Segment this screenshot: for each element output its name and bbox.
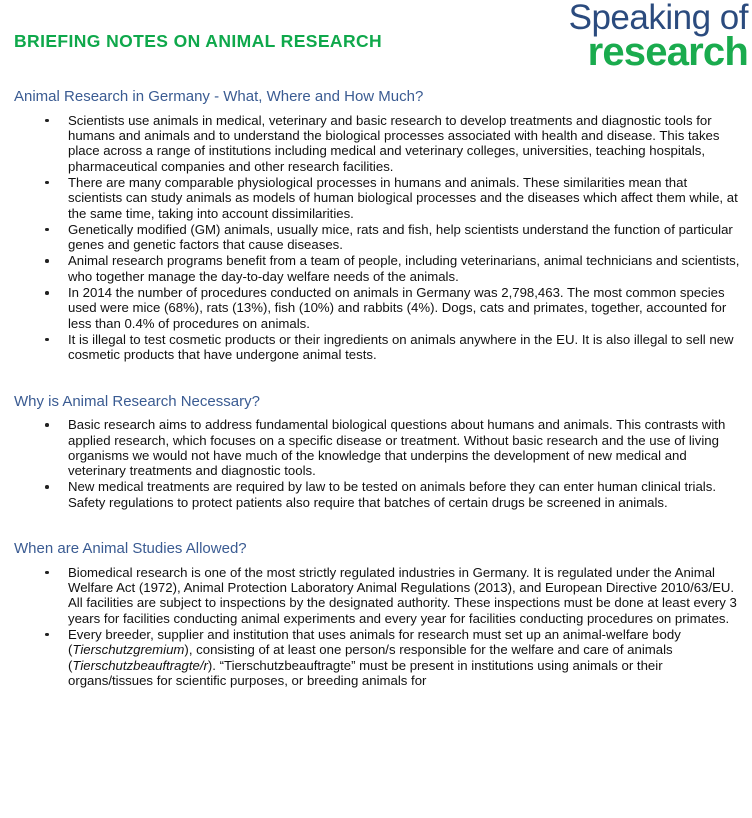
section-why-is-animal-research-necessary xyxy=(14,393,742,511)
list-item: Scientists use animals in medical, veterinary and basic research to develop treatments and diagnostic tools for humans and animals and to understand the biological processes associated with health and disease. This takes place across a range of institutions including medical and veterinary colleges, universities, teaching hospitals, pharmaceutical companies and other research facilities. xyxy=(14,113,742,174)
list-item: There are many comparable physiological processes in humans and animals. These similarities mean that scientists can study animals as models of human biological processes and the diseases which affect them while, at the same time, taking into account dissimilarities. xyxy=(14,175,742,221)
list-item: In 2014 the number of procedures conducted on animals in Germany was 2,798,463. The most common species used were mice (68%), rats (13%), fish (10%) and rabbits (4%). Dogs, cats and primates, together, accounted for less than 0.4% of procedures on animals. xyxy=(14,285,742,331)
list-item: It is illegal to test cosmetic products or their ingredients on animals anywhere in the EU. It is also illegal to sell new cosmetic products that have undergone animal tests. xyxy=(14,332,742,363)
section-heading: When are Animal Studies Allowed? xyxy=(14,540,247,558)
section-heading: Animal Research in Germany - What, Where and How Much? xyxy=(14,88,424,105)
bullet-list xyxy=(14,113,742,363)
bullet-list xyxy=(14,417,742,510)
text-part-2: ), consisting of at least one person/s responsible for the welfare and care of animals ( xyxy=(68,642,673,673)
page-title: BRIEFING NOTES ON ANIMAL RESEARCH xyxy=(14,31,383,51)
german-term-tierschutzbeauftragte: Tierschutzbeauftragte/r xyxy=(72,657,208,673)
list-item: Basic research aims to address fundamental biological questions about humans and animals. This contrasts with applied research, which focuses on a specific disease or treatment. Without basic research and the use of living organisms we would not have much of the knowledge that underpins the development of new medical and veterinary treatments and diagnostic tools. xyxy=(14,417,742,478)
speaking-of-research-logo xyxy=(568,0,748,75)
german-term-tierschutzgremium: Tierschutzgremium xyxy=(72,642,185,658)
section-animal-research-in-germany xyxy=(14,88,742,363)
logo-line-research: research xyxy=(587,30,748,75)
text-part-1: Every breeder, supplier and institution that uses animals for research must set up an animal-welfare body ( xyxy=(68,626,681,658)
text-part-3: ). “Tierschutzbeauftragte” must be present in institutions using animals or their organs/tissues for scientific purposes, or breeding animals for xyxy=(68,657,663,688)
section-heading: Why is Animal Research Necessary? xyxy=(14,392,260,410)
document-header xyxy=(0,0,752,82)
list-item: New medical treatments are required by law to be tested on animals before they can enter human clinical trials. Safety regulations to protect patients also require that batches of certain drugs be screened in animals. xyxy=(14,479,742,510)
section-when-are-animal-studies-allowed xyxy=(14,540,742,688)
list-item: Biomedical research is one of the most strictly regulated industries in Germany. It is regulated under the Animal Welfare Act (1972), Animal Protection Laboratory Animal Regulations (2013), and European Directive 2010/63/EU. All facilities are subject to inspections by the designated authority. These inspections must be done at least every 3 years for facilities conducting animal experiments and every year for facilities conducting procedures on primates. xyxy=(14,565,742,626)
bullet-list xyxy=(14,565,742,688)
list-item: Genetically modified (GM) animals, usually mice, rats and fish, help scientists understand the function of particular genes and genetic factors that cause diseases. xyxy=(14,222,742,253)
document-body xyxy=(0,88,752,688)
list-item-welfare-body xyxy=(14,627,742,688)
logo-line-speaking-of: Speaking of xyxy=(568,0,748,37)
list-item: Animal research programs benefit from a team of people, including veterinarians, animal technicians and scientists, who together manage the day-to-day welfare needs of the animals. xyxy=(14,253,742,284)
